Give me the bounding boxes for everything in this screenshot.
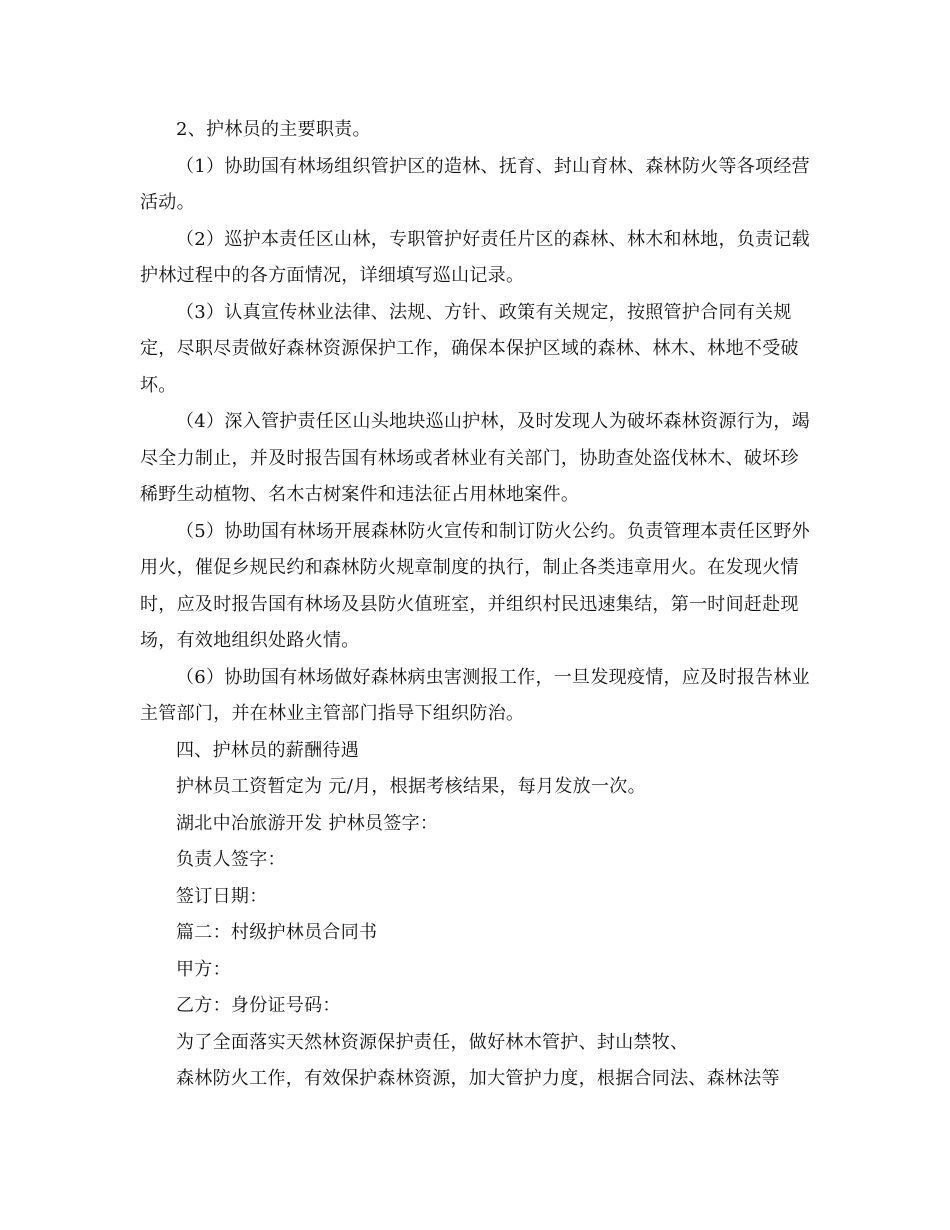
duty-item-2: （2）巡护本责任区山林，专职管护好责任片区的森林、林木和林地，负责记载护林过程中的各方面情况，详细填写巡山记录。 (140, 228, 810, 286)
intro-line-2: 森林防火工作，有效保护森林资源，加大管护力度，根据合同法、森林法等 (176, 1068, 780, 1089)
signature-manager-line: 负责人签字： (176, 849, 286, 870)
duty-item-5: （5）协助国有林场开展森林防火宣传和制订防火公约。负责管理本责任区野外用火，催促乡规民约和森林防火规章制度的执行，制止各类违章用火。在发现火情时，应及时报告国有林场及县防火值班室，并组织村民迅速集结，第一时间赶赴现场，有效地组织处路火情。 (140, 520, 810, 651)
intro-line-1: 为了全面落实天然林资源保护责任，做好林木管护、封山禁牧、 (176, 1031, 689, 1053)
duty-item-4: （4）深入管护责任区山头地块巡山护林，及时发现人为破坏森林资源行为，竭尽全力制止，并及时报告国有林场或者林业有关部门，协助查处盗伐林木、破坏珍稀野生动植物、名木古树案件和违法征占用林地案件。 (140, 411, 810, 505)
party-a-line: 甲方： (176, 958, 231, 980)
duty-item-3: （3）认真宣传林业法律、法规、方针、政策有关规定，按照管护合同有关规定，尽职尽责做好森林资源保护工作，确保本保护区域的森林、林木、林地不受破坏。 (140, 301, 799, 396)
section-heading-duties: 2、护林员的主要职责。 (176, 119, 371, 140)
duty-item-6: （6）协助国有林场做好森林病虫害测报工作，一旦发现疫情，应及时报告林业主管部门，并在林业主管部门指导下组织防治。 (140, 666, 810, 724)
section-heading-salary: 四、护林员的薪酬待遇 (176, 739, 359, 761)
sign-date-line: 签订日期： (176, 885, 268, 907)
document-body (140, 112, 810, 1098)
party-b-line: 乙方：身份证号码： (176, 995, 341, 1016)
duty-item-1: （1）协助国有林场组织管护区的造林、抚育、封山育林、森林防火等各项经营活动。 (140, 155, 810, 213)
part-two-title: 篇二：村级护林员合同书 (176, 922, 378, 943)
signature-company-line: 湖北中冶旅游开发 护林员签字： (176, 812, 439, 834)
salary-text: 护林员工资暂定为 元/月，根据考核结果，每月发放一次。 (176, 776, 646, 797)
